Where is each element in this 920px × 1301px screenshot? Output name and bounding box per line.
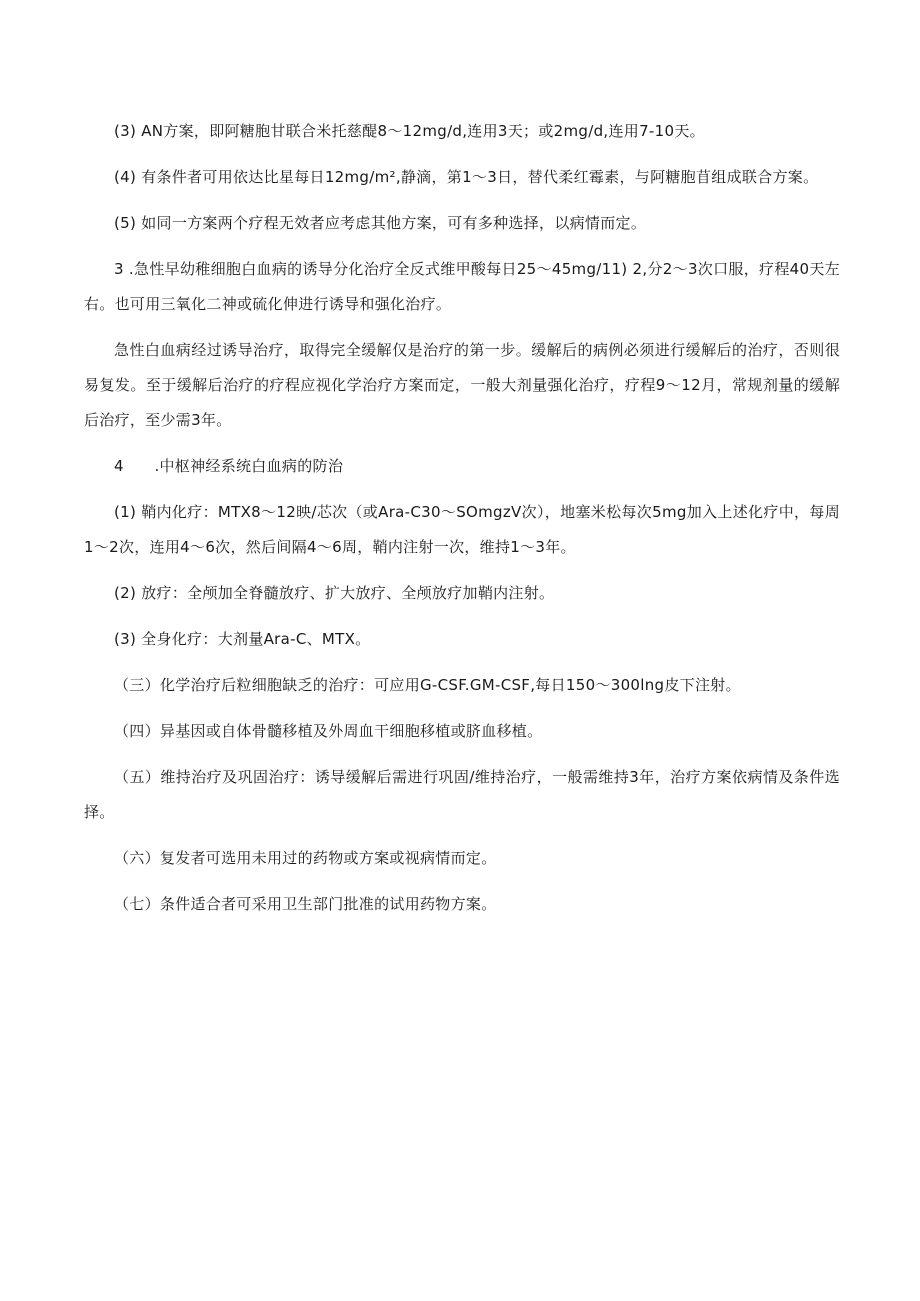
- paragraph-systemic-chemo: (3) 全身化疗：大剂量Ara-C、MTX。: [114, 630, 371, 648]
- paragraph-an-regimen: (3) AN方案，即阿糖胞甘联合米托慈醍8〜12mg∕d,连用3天；或2mg∕d,连用7-10天。: [114, 122, 705, 140]
- paragraph-trial-drugs: （七）条件适合者可采用卫生部门批准的试用药物方案。: [114, 895, 497, 913]
- paragraph-transplant: （四）异基因或自体骨髓移植及外周血干细胞移植或脐血移植。: [114, 722, 543, 740]
- paragraph-ineffective-regimen: (5) 如同一方案两个疗程无效者应考虑其他方案，可有多种选择，以病情而定。: [114, 214, 647, 232]
- paragraph-relapse: （六）复发者可选用未用过的药物或方案或视病情而定。: [114, 849, 497, 867]
- paragraph-radiotherapy: (2) 放疗：全颅加全脊髓放疗、扩大放疗、全颅放疗加鞘内注射。: [114, 584, 555, 602]
- paragraph-maintenance: （五）维持治疗及巩固治疗：诱导缓解后需进行巩固/维持治疗，一般需维持3年，治疗方案依病情及条件选择。: [84, 768, 840, 821]
- paragraph-agranulocytosis: （三）化学治疗后粒细胞缺乏的治疗：可应用G-CSF.GM-CSF,每日150〜300lng皮下注射。: [114, 676, 741, 694]
- paragraph-apl-induction: 3 .急性早幼稚细胞白血病的诱导分化治疗全反式维甲酸每日25〜45mg∕11) 2,分2〜3次口服，疗程40天左右。也可用三氧化二神或硫化伸进行诱导和强化治疗。: [84, 260, 840, 313]
- paragraph-idarubicin: (4) 有条件者可用依达比星每日12mg∕m²,静滴，第1〜3日，替代柔红霉素，与阿糖胞苜组成联合方案。: [114, 168, 819, 186]
- paragraph-intrathecal: (1) 鞘内化疗：MTX8〜12映/芯次（或Ara-C30〜SOmgzV次），地塞米松每次5mg加入上述化疗中，每周1〜2次，连用4〜6次，然后间隔4〜6周，鞘内注射一次，维持1〜3年。: [84, 503, 840, 556]
- paragraph-post-remission: 急性白血病经过诱导治疗，取得完全缓解仅是治疗的第一步。缓解后的病例必须进行缓解后的治疗，否则很易复发。至于缓解后治疗的疗程应视化学治疗方案而定，一般大剂量强化治疗，疗程9〜12月，常规剂量的缓解后治疗，至少需3年。: [84, 341, 840, 429]
- document-body: [84, 114, 840, 933]
- paragraph-cns-heading: 4 .中枢神经系统白血病的防治: [114, 457, 344, 475]
